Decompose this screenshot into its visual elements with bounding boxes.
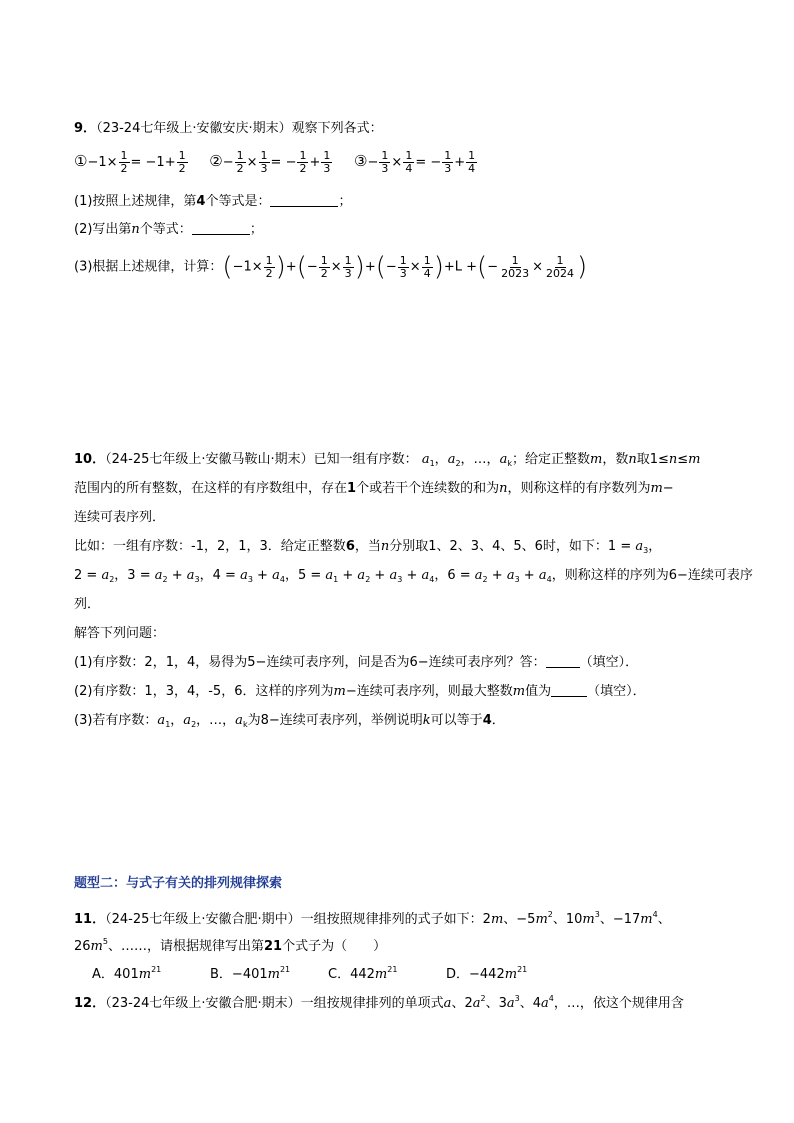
q10-example3: 列．: [74, 597, 101, 612]
section-heading: 题型二：与式子有关的排列规律探索: [74, 876, 283, 891]
q10-example2: $2 = a_2$，$3 = a_2 + a_3$，$4 = a_3 + a_4$，$5 = a_1 + a_2 + a_3 + a_4$，$6 = a_2 + a_3 + a_4$，则称这样的序列为6−连续可表序: [74, 568, 753, 584]
q11-line2: $26m^5$、……，请根据规律写出第21个式子为（ ）: [74, 937, 387, 954]
q12-line1: 12．（23-24七年级上·安徽合肥·期末）一组按规律排列的单项式a、$2a^2$、$3a^3$、$4a^4$，…，依这个规律用含: [74, 994, 684, 1011]
q10-example1: 比如：一组有序数：-1，2，1，3．给定正整数6，当n分别取1、2、3、4、5、6时，如下：$1 = a_3$，: [74, 539, 662, 555]
q9-stem: 9．（23-24七年级上·安徽安庆·期末）观察下列各式：: [74, 121, 383, 136]
q9-part1: (1)按照上述规律，第4个等式是： ；: [74, 194, 352, 209]
q9-part2: (2)写出第n个等式： ；: [74, 222, 263, 237]
q11-option-c[interactable]: C．$442m^{21}$: [328, 965, 398, 982]
q11-option-d[interactable]: D．$-442m^{21}$: [446, 965, 528, 982]
q9-part1-blank[interactable]: [270, 206, 338, 207]
q9-part3: (3)根据上述规律，计算：(−1× $\frac{1}{2}$ )+(− $\frac{1}{2}$ × $\frac{1}{3}$ )+(− $\frac{1}{3}$ × $\frac{1}{4}$ )+L +(− $\frac{1}{2023}$ × $\frac{1}{2024}$ ): [74, 252, 588, 282]
q11-line1: 11．（24-25七年级上·安徽合肥·期中）一组按照规律排列的式子如下：2m、$-5m^2$、$10m^3$、$-17m^4$、: [74, 910, 671, 927]
q10-line2: 范围内的所有整数，在这样的有序数组中，存在1个或若干个连续数的和为n，则称这样的有序数列为m−: [74, 481, 674, 496]
q11-option-a[interactable]: A．$401m^{21}$: [92, 965, 162, 982]
q11-options: [92, 961, 564, 984]
q9-equations: ①−1× $\frac{1}{2}$ = −1+ $\frac{1}{2}$ ②− $\frac{1}{2}$ × $\frac{1}{3}$ = − $\frac{1}{2}$ + $\frac{1}{3}$ ③− $\frac{1}{3}$ × $\frac{1}{4}$ = − $\frac{1}{3}$ + $\frac{1}{4}$: [74, 149, 476, 175]
q9-number: 9: [74, 121, 84, 136]
q10-line3: 连续可表序列．: [74, 510, 166, 525]
q10-part3: (3)若有序数：$a_1$，$a_2$，…，$a_k$为8−连续可表序列，举例说明k可以等于4．: [74, 713, 505, 729]
q11-option-b[interactable]: B．$-401m^{21}$: [210, 965, 291, 982]
q10-ask: 解答下列问题：: [74, 626, 166, 641]
q9-part2-blank[interactable]: [192, 234, 250, 235]
q10-part2-blank[interactable]: [551, 696, 587, 697]
q10-part1-blank[interactable]: [546, 667, 580, 668]
q9-source: （23-24七年级上·安徽安庆·期末）: [96, 121, 292, 136]
q9-intro: 观察下列各式：: [291, 121, 383, 136]
q10-part1: (1)有序数：2，1，4，易得为5−连续可表序列，问是否为6−连续可表序列？答： （填空）．: [74, 655, 639, 670]
q10-part2: (2)有序数：1，3，4，-5，6．这样的序列为m−连续可表序列，则最大整数m值为 （填空）．: [74, 684, 646, 699]
q10-line1: 10．（24-25七年级上·安徽马鞍山·期末）已知一组有序数： $a_1$，$a_2$，…，$a_k$；给定正整数m，数n取1≤n≤m: [74, 452, 701, 468]
